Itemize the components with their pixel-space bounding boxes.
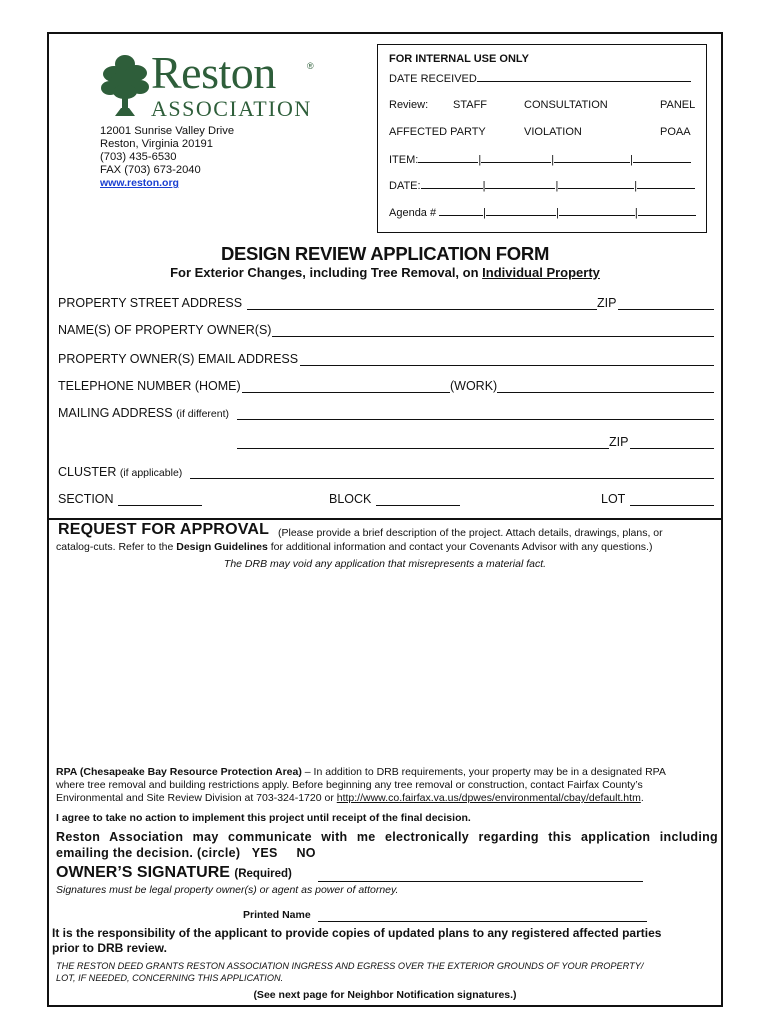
- form-subtitle: For Exterior Changes, including Tree Removal, on Individual Property: [170, 265, 600, 280]
- consent-yes-option[interactable]: YES: [251, 846, 278, 860]
- drb-warning: The DRB may void any application that misrepresents a material fact.: [223, 558, 547, 570]
- zip-label: ZIP: [597, 296, 617, 310]
- lot-label: LOT: [601, 492, 626, 506]
- review-staff: STAFF: [453, 99, 488, 111]
- next-page-note: (See next page for Neighbor Notification signatures.): [253, 989, 517, 1001]
- form-title: DESIGN REVIEW APPLICATION FORM: [220, 243, 550, 264]
- date-field[interactable]: [485, 179, 555, 189]
- address-line: Reston, Virginia 20191: [100, 138, 213, 150]
- review-consultation: CONSULTATION: [524, 99, 608, 111]
- signature-note: Signatures must be legal property owner(s) or agent as power of attorney.: [56, 884, 399, 896]
- lot-input[interactable]: [630, 505, 714, 506]
- logo-wordmark-reston: Reston: [151, 47, 276, 98]
- phone-home-input[interactable]: [242, 392, 450, 393]
- date-field[interactable]: [637, 179, 695, 189]
- internal-use-box: [377, 44, 707, 233]
- owner-email-input[interactable]: [300, 365, 714, 366]
- item-field[interactable]: [481, 153, 551, 163]
- review-panel: PANEL: [660, 99, 696, 111]
- reston-logo: [100, 47, 320, 122]
- printed-name-label: Printed Name: [243, 909, 311, 921]
- block-label: BLOCK: [329, 492, 372, 506]
- section-input[interactable]: [118, 505, 202, 506]
- section-label: SECTION: [58, 492, 114, 506]
- item-field[interactable]: [418, 153, 478, 163]
- agenda-row: Agenda # | | |: [389, 206, 696, 219]
- agenda-field[interactable]: [439, 206, 483, 216]
- owner-signature-input[interactable]: [318, 881, 643, 882]
- poaa: POAA: [660, 126, 691, 138]
- owner-names-input[interactable]: [272, 336, 714, 337]
- printed-name-input[interactable]: [318, 921, 647, 922]
- logo-wordmark-association: ASSOCIATION: [151, 96, 312, 121]
- owner-email-label: PROPERTY OWNER(S) EMAIL ADDRESS: [58, 352, 299, 366]
- electronic-consent: Reston Association may communicate with me electronically regarding this application including: [56, 830, 718, 844]
- item-field[interactable]: [554, 153, 630, 163]
- agreement-statement: I agree to take no action to implement this project until receipt of the final decision.: [56, 812, 471, 824]
- review-label: Review:: [389, 99, 429, 111]
- date-row: DATE: | | |: [389, 179, 695, 192]
- website-link[interactable]: www.reston.org: [100, 177, 179, 189]
- design-guidelines-ref: Design Guidelines: [176, 541, 268, 553]
- agenda-field[interactable]: [559, 206, 635, 216]
- date-received-line[interactable]: [477, 72, 691, 82]
- zip-input[interactable]: [618, 309, 714, 310]
- date-field[interactable]: [558, 179, 634, 189]
- org-address: [100, 125, 234, 190]
- owner-signature-label: OWNER’S SIGNATURE (Required): [56, 864, 292, 881]
- rpa-notice: RPA (Chesapeake Bay Resource Protection Area) – In addition to DRB requirements, your property may be in a designated RPA where tree removal and building restrictions apply. Before beginning any tree removal or construction, contact Fairfax County’s Environmental and Site Review Division at 703-324-1720 or http://www.co.fairfax.va.us/dpwes/environmental/cbay/default.htm.: [56, 766, 666, 804]
- street-address-label: PROPERTY STREET ADDRESS: [58, 296, 243, 310]
- mailing-zip-input[interactable]: [630, 448, 714, 449]
- affected-party: AFFECTED PARTY: [389, 126, 486, 138]
- cluster-label: CLUSTER (if applicable): [58, 465, 183, 479]
- tree-icon: [100, 50, 150, 120]
- registered-mark: ®: [307, 61, 314, 71]
- fax-line: FAX (703) 673-2040: [100, 164, 201, 176]
- fairfax-link[interactable]: http://www.co.fairfax.va.us/dpwes/environmental/cbay/default.htm: [336, 792, 641, 804]
- owner-names-label: NAME(S) OF PROPERTY OWNER(S): [58, 323, 272, 337]
- section-divider: [49, 518, 721, 520]
- date-received-label: DATE RECEIVED: [389, 72, 691, 85]
- street-address-input[interactable]: [247, 309, 597, 310]
- mailing-address-label: MAILING ADDRESS (if different): [58, 406, 230, 420]
- request-instructions-cont: catalog-cuts. Refer to the Design Guidelines for additional information and contact your Covenants Advisor with any questions.): [56, 541, 653, 553]
- mailing-address-line2-input[interactable]: [237, 448, 609, 449]
- phone-home-label: TELEPHONE NUMBER (HOME): [58, 379, 241, 393]
- project-description-area[interactable]: [56, 575, 718, 760]
- internal-heading: FOR INTERNAL USE ONLY: [389, 53, 529, 65]
- phone-work-label: (WORK): [450, 379, 498, 393]
- request-instructions: (Please provide a brief description of the project. Attach details, drawings, plans, or: [278, 527, 663, 539]
- phone-work-input[interactable]: [497, 392, 714, 393]
- phone-line: (703) 435-6530: [100, 151, 177, 163]
- item-row: ITEM: | | |: [389, 153, 691, 166]
- responsibility-notice: It is the responsibility of the applicant to provide copies of updated plans to any registered affected parties prior to DRB review.: [52, 926, 662, 955]
- date-field[interactable]: [421, 179, 483, 189]
- deed-notice: THE RESTON DEED GRANTS RESTON ASSOCIATION INGRESS AND EGRESS OVER THE EXTERIOR GROUNDS OF YOUR PROPERTY/ LOT, IF NEEDED, CONCERNING THIS APPLICATION.: [56, 961, 644, 983]
- request-title: REQUEST FOR APPROVAL: [58, 521, 270, 538]
- address-line: 12001 Sunrise Valley Drive: [100, 125, 235, 137]
- block-input[interactable]: [376, 505, 460, 506]
- cluster-input[interactable]: [190, 478, 714, 479]
- item-field[interactable]: [633, 153, 691, 163]
- agenda-field[interactable]: [486, 206, 556, 216]
- agenda-field[interactable]: [638, 206, 696, 216]
- violation: VIOLATION: [524, 126, 582, 138]
- electronic-consent-cont: emailing the decision. (circle) YES NO: [56, 846, 316, 860]
- mailing-zip-label: ZIP: [609, 435, 629, 449]
- mailing-address-input[interactable]: [237, 419, 714, 420]
- consent-no-option[interactable]: NO: [296, 846, 316, 860]
